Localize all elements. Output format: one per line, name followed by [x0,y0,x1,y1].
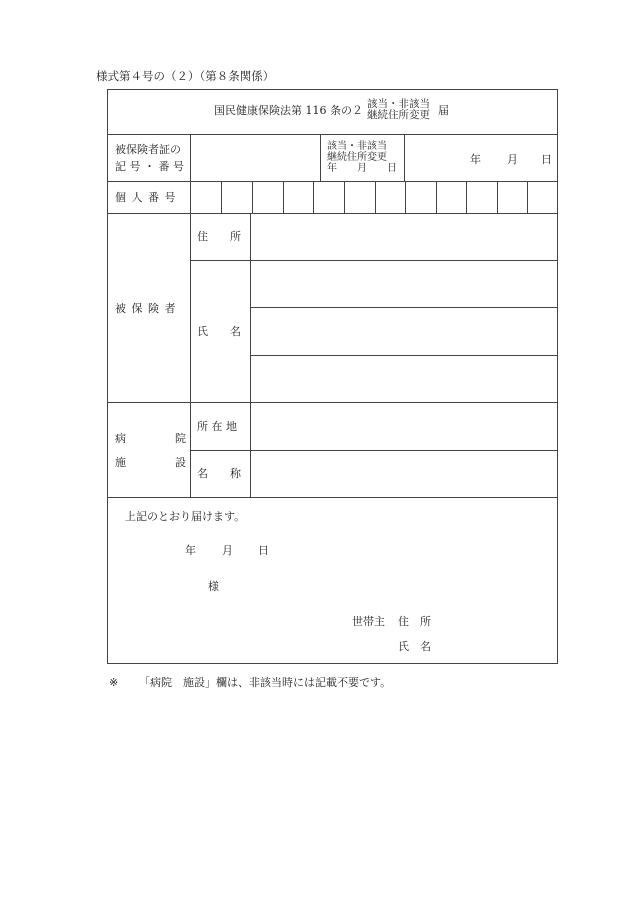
date-month-label: 月 [507,153,518,166]
status-change-date-field[interactable] [405,135,557,180]
declaration-day-label: 日 [258,544,269,557]
individual-number-field[interactable] [191,182,557,212]
facility-name-field[interactable] [251,451,557,496]
facility-location-field[interactable] [251,403,557,449]
facility-label-char1: 施 [115,456,126,469]
footnote-text: 「病院 施設」欄は、非該当時には記載不要です。 [139,676,392,689]
address-field[interactable] [251,214,557,259]
form-title: 国民健康保険法第 116 条の２ [214,104,363,117]
date-year-label: 年 [470,153,481,166]
name-field-row-3[interactable] [251,356,557,401]
form-number: 様式第４号の（２）（第８条関係） [96,69,275,83]
status-change-line1: 該当・非該当 [327,141,387,152]
address-label: 住 所 [197,230,241,243]
title-option-continuation: 継続住所変更 [367,109,430,121]
name-field-row-2[interactable] [251,308,557,354]
individual-number-label: 個 人 番 号 [115,191,177,204]
declaration-text: 上記のとおり届けます。 [125,510,246,523]
facility-name-label: 名 称 [197,467,241,480]
facility-label-char2: 設 [175,456,186,469]
insured-person-label: 被 保 険 者 [115,302,177,315]
addressee-suffix: 様 [208,580,219,593]
hospital-label-char1: 病 [115,432,126,445]
status-change-date-label: 年 月 日 [327,163,397,174]
householder-label: 世帯主 [352,615,385,628]
insured-card-number-field[interactable] [191,135,319,180]
title-options [367,99,430,121]
insured-card-label-line1: 被保険者証の [115,143,181,156]
date-day-label: 日 [541,153,552,166]
declaration-month-label: 月 [222,544,233,557]
declaration-year-label: 年 [185,544,196,557]
title-option-applicable: 該当・非該当 [367,98,430,110]
name-field-row-1[interactable] [251,261,557,306]
householder-name-label: 氏 名 [398,640,431,653]
title-suffix: 届 [438,104,449,117]
name-label: 氏 名 [197,325,241,338]
column-divider [320,134,321,181]
hospital-label-char2: 院 [175,432,186,445]
footnote-mark: ※ [109,676,119,689]
status-change-line2: 継続住所変更 [327,152,387,163]
householder-address-label: 住 所 [398,615,431,628]
location-label: 所 在 地 [197,420,237,433]
row-divider [107,497,558,498]
insured-card-label-line2: 記 号 ・ 番 号 [115,160,184,173]
